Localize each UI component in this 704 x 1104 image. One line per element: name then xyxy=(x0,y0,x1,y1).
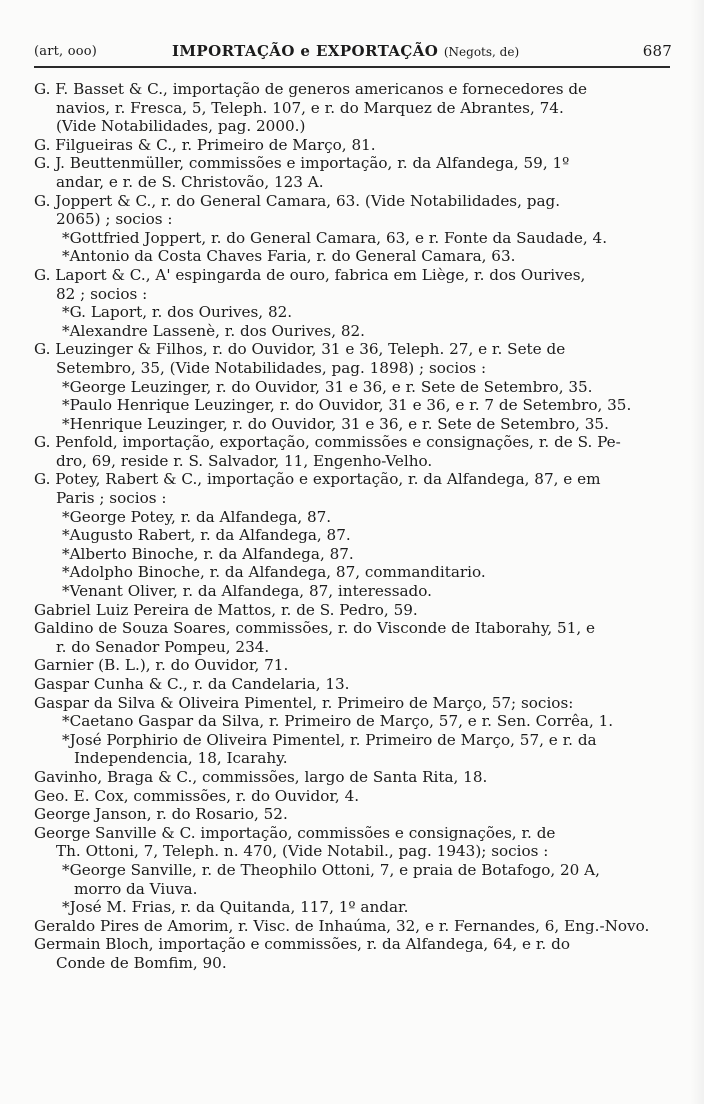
entry-line: Gaspar Cunha & C., r. da Candelaria, 13. xyxy=(34,675,350,693)
continuation-line: Independencia, 18, Icarahy. xyxy=(74,749,288,768)
entry-line: G. Leuzinger & Filhos, r. do Ouvidor, 31 e 36, Teleph. 27, e r. Sete de xyxy=(34,340,566,359)
entry-line: G. F. Basset & C., importação de generos americanos e fornecedores de xyxy=(34,80,588,98)
partner-line: *G. Laport, r. dos Ourives, 82. xyxy=(62,303,293,322)
entry-line: Gavinho, Braga & C., commissões, largo de Santa Rita, 18. xyxy=(34,767,488,786)
header-left-label: (art, ooo) xyxy=(34,44,98,59)
partner-line: *Henrique Leuzinger, r. do Ouvidor, 31 e 36, e r. Sete de Setembro, 35. xyxy=(62,414,609,433)
entry-line: George Sanville & C. importação, commissões e consignações, r. de xyxy=(34,823,556,842)
partner-line: *Alexandre Lassenè, r. dos Ourives, 82. xyxy=(62,321,365,340)
entry-line: Galdino de Souza Soares, commissões, r. do Visconde de Itaborahy, 51, e xyxy=(34,619,596,638)
entry-line: Garnier (B. L.), r. do Ouvidor, 71. xyxy=(34,656,289,675)
partner-line: *Adolpho Binoche, r. da Alfandega, 87, commanditario. xyxy=(62,563,486,582)
partner-line: *José Porphirio de Oliveira Pimentel, r. Primeiro de Março, 57, e r. da xyxy=(62,730,597,749)
entry-line: Gabriel Luiz Pereira de Mattos, r. de S. Pedro, 59. xyxy=(34,600,418,619)
continuation-line: Th. Ottoni, 7, Teleph. n. 470, (Vide Notabil., pag. 1943); socios : xyxy=(56,842,549,861)
continuation-line: 2065) ; socios : xyxy=(56,210,173,229)
continuation-line: Conde de Bomfim, 90. xyxy=(56,953,227,972)
partner-line: *Antonio da Costa Chaves Faria, r. do General Camara, 63. xyxy=(62,247,516,266)
entry-line: G. Filgueiras & C., r. Primeiro de Março, 81. xyxy=(34,135,376,154)
partner-line: *Paulo Henrique Leuzinger, r. do Ouvidor, 31 e 36, e r. 7 de Setembro, 35. xyxy=(62,396,632,415)
continuation-line: Paris ; socios : xyxy=(56,489,167,508)
entry-line: George Janson, r. do Rosario, 52. xyxy=(34,805,288,824)
entry-line: G. Laport & C., A' espingarda de ouro, fabrica em Liège, r. dos Ourives, xyxy=(34,265,586,284)
partner-line: *Venant Oliver, r. da Alfandega, 87, interessado. xyxy=(62,582,432,601)
continuation-line: 82 ; socios : xyxy=(56,284,148,303)
partner-line: *George Potey, r. da Alfandega, 87. xyxy=(62,507,332,526)
partner-line: *Augusto Rabert, r. da Alfandega, 87. xyxy=(62,526,351,545)
entry-list xyxy=(34,80,674,973)
entry-line: Gaspar da Silva & Oliveira Pimentel, r. Primeiro de Março, 57; socios: xyxy=(34,693,574,712)
partner-line: *George Leuzinger, r. do Ouvidor, 31 e 36, e r. Sete de Setembro, 35. xyxy=(62,377,593,396)
continuation-line: dro, 69, reside r. S. Salvador, 11, Engenho-Velho. xyxy=(56,451,433,470)
continuation-line: Setembro, 35, (Vide Notabilidades, pag. 1898) ; socios : xyxy=(56,358,487,377)
entry-line: G. Joppert & C., r. do General Camara, 63. (Vide Notabilidades, pag. xyxy=(34,191,561,210)
partner-line: *Caetano Gaspar da Silva, r. Primeiro de Março, 57, e r. Sen. Corrêa, 1. xyxy=(62,712,614,731)
entry-line: G. Potey, Rabert & C., importação e exportação, r. da Alfandega, 87, e em xyxy=(34,470,601,489)
header-title: IMPORTAÇÃO e EXPORTAÇÃO xyxy=(172,42,439,60)
page-number: 687 xyxy=(642,42,672,60)
header-rule xyxy=(34,66,670,68)
partner-line: *Alberto Binoche, r. da Alfandega, 87. xyxy=(62,544,354,563)
entry-line: Geraldo Pires de Amorim, r. Visc. de Inhaúma, 32, e r. Fernandes, 6, Eng.-Novo. xyxy=(34,916,650,935)
header-title-group xyxy=(172,42,519,60)
partner-line: *George Sanville, r. de Theophilo Ottoni, 7, e praia de Botafogo, 20 A, xyxy=(62,860,600,879)
header-subtitle: (Negots, de) xyxy=(443,45,520,59)
continuation-line: (Vide Notabilidades, pag. 2000.) xyxy=(56,117,306,136)
continuation-line: r. do Senador Pompeu, 234. xyxy=(56,637,270,656)
entry-line: G. J. Beuttenmüller, commissões e importação, r. da Alfandega, 59, 1º xyxy=(34,154,570,173)
page-header xyxy=(34,42,672,64)
partner-line: *Gottfried Joppert, r. do General Camara, 63, e r. Fonte da Saudade, 4. xyxy=(62,228,608,247)
page-edge-shadow xyxy=(690,0,704,1104)
continuation-line: navios, r. Fresca, 5, Teleph. 107, e r. do Marquez de Abrantes, 74. xyxy=(56,98,564,117)
entry-line: Germain Bloch, importação e commissões, r. da Alfandega, 64, e r. do xyxy=(34,935,570,954)
continuation-line: morro da Viuva. xyxy=(74,879,198,898)
entry-line: G. Penfold, importação, exportação, commissões e consignações, r. de S. Pe- xyxy=(34,433,621,452)
continuation-line: andar, e r. de S. Christovão, 123 A. xyxy=(56,172,324,191)
partner-line: *José M. Frias, r. da Quitanda, 117, 1º andar. xyxy=(62,898,409,917)
entry-line: Geo. E. Cox, commissões, r. do Ouvidor, 4. xyxy=(34,786,360,805)
